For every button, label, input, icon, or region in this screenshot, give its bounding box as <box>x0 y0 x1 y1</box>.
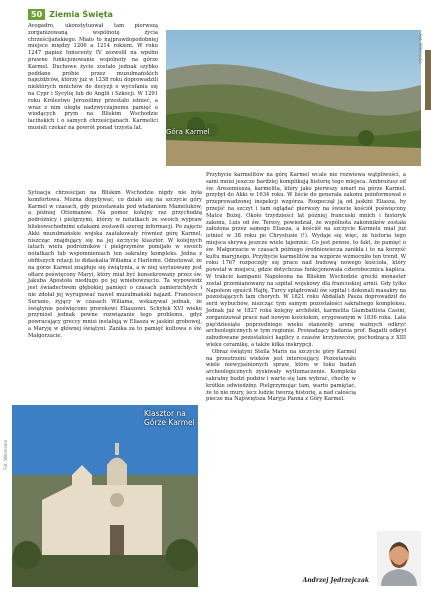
column2 <box>206 172 406 403</box>
photo1-credit: Fot. Wikimedia <box>418 34 423 64</box>
column2-paragraph-1: Przybycie karmelitów na górę Karmel wcale nie rozwiewa wątpliwości, a sami mnisi jeszcze bardziej komplikują historię tego miejsca. Ambrożusz od św. Aresemiusza, karmelita, który jako pierwszy umarł na górze Karmel, przybył do Akki w 1634 roku. W liście do generała zakonu poinformował o przeprowadzonej inspekcji wzgórza. Rozpoczął ją od jaskini Eliasza, by przejść na szczyt i tam oglądać pierwszy na świecie kościół poświęcony Matce Bożej. Około trzydzieści lat później francuski mnich i historyk zakonu, Luis od św. Teresy, powiedział, że wspólnota zakonników została założona przez samego Eliasza, a kościół na szczycie Karmelu miał już istnieć w 38 roku po Chrystusie (!). Wydaje się więc, że historia tego miejsca skrywa jeszcze wiele tajemnic. Co jest pewne, to fakt, że pamięć o św. Małgorzacie w czasach późnego średniowiecza zanikła i to na korzyść kultu maryjnego. Przybycie karmelitów na wzgórze wzmocniło ten trend. W roku 1767 rozpoczęły się prace nad budową nowego kościoła, który powstał w miejscu, gdzie dotychczas funkcjonowała czterobocznica kaplica. W trakcie kampanii Napoleona na Bliskim Wschodzie grecki monaster został przemianowany na szpital wojskowy dla francuskiej armii. Gdy tylko Napoleon opuścił Hajfę, Turcy splądrowali ów szpital i dokonali masakry na pozostających tam chorych. W 1821 roku Abdallah Pasza doprowadził do serii wybuchów, niszcząc tym samym pozostałości sakralnego kompleksu. Jednak już w 1827 roku kolejny architekt, karmelita Giambattista Casini, zorganizował prace nad nowym kościołem, erygowanym w 1836 roku. Lata pięćdziesiąte poprzedniego wieku stanowiły arenę ważnych odkryć archeologicznych w tym regionie. Prowadzący badania prof. Bagatti odkrył zabudowane pozostałości kaplicy z czasów krzyżowców, pochodzącą z XIII wieku ceramikę, a także kilka inskrypcji. <box>206 172 406 348</box>
mount-carmel-photo <box>166 30 421 166</box>
monastery-photo <box>12 405 198 587</box>
column2-paragraph-2: Obraz świątyni Stella Maris na szczycie góry Karmel na przestrzeni wieków jest interesujący. Pozostawało wiele niewyjaśnionych spraw, które w toku badań archeologicznych zyskiwały wytłumaczenie. Kompleks sakralny budzi podziw i warto się tam wybrać, choćby w krótkie odwiedziny. Pielgrzymując tam, warto pamiętać, że to nie mury, lecz ludzie tworzą historię, a nad całością piecze ma Najświętsza Maryja Panna z Góry Karmel. <box>206 348 357 403</box>
column1-main-text: Sytuacja chrześcijan na Bliskim Wschodzie nigdy nie była komfortowa. Można dopytywać, co działo się na szczycie góry Karmel w czasach, gdy pozostawała pod władaniem Mameluków, a później Ottomanów. Na pomoc kolejny raz przychodzą podróżnicy i pielgrzymi, którzy w notatkach ze swoich wypraw bliskowschodnimi szlakami zostawili szereg informacji. Po zajęciu Akki muzułmańskie wojska zaatakowały również górę Karmel, niszcząc znajdujący się na jej szczycie klasztor. W kolejnych latach wielu podróżników i pielgrzymów pomijało w swoich notatkach lub wspomnieniach ten sakralny kompleks. Jedna z obfitszych relacji to didaskalia Wiliama z Harlemu. Odnotował, że na górze Karmel znajduje się świątynia, a w niej usytuowany jest ołtarz poświęcony Maryi, który miał być konsekrowany przez św. Jakuba Apostoła niedługo po jej wniebowzięciu. Ta wypowiedź jest świadectwem głębokiej pamięci o czasach zamierzchłych i nie zdołał jej wyrugować nawet muzułmański najazd. Francesco Suriano, żyjący w czasach Wiliama, wskazywał jednak, że świątynie poświęcono prorokowi Eliaszowi. Schyłek XVI wieku przyniósł jednak pewne rozwiązanie tego problemu, gdyż powracający greccy mnisi instalują w Eliasza w jaskini grobowej, a Maryję w głównej świątyni. Zanika za to pamięć kultowa o św. Małgorzacie. <box>28 190 202 339</box>
author-avatar <box>377 531 421 586</box>
photo1-caption: Góra Karmel <box>166 128 210 136</box>
page-header <box>28 8 113 20</box>
author-name: Andrzej Jędrzejczak <box>302 577 369 584</box>
page-number: 50 <box>28 9 45 20</box>
mount-carmel-image <box>166 30 421 166</box>
monastery-image <box>12 405 198 587</box>
column1-top-text: Avogadro, ukonstytuował tam pierwszą zorganizowaną wspólnotę życia chrześcijańskiego. Miało to najprawdopodobniej miejsce między 1206 a 1214 rokiem. W roku 1247 papież Innocenty IV zezwolił na wpełni prawne funkcjonowanie wspólnoty na górze Karmel. Duchowe życie zostało jednak szybko poddane próbie przez muzułmańskich najeźdźców, którzy już w 1238 roku doprowadzili niektórych mnichów do decyzji o wycofaniu się na Cypr i Sycylię lub do Anglii i Szkocji. W 1291 roku Królestwo Jerozolimy przestało istnieć, a wraz z nim uległa nadzwyczajnemu pamięć o wiodących prym na Bliskim Wschodzie łacińskich i o samych chrześcijanach. Karmelici musieli czekać na powrót ponad trzysta lat. <box>28 23 158 131</box>
section-title: Ziemia Święta <box>49 9 113 19</box>
photo2-caption: Klasztor na Górze Karmel <box>144 409 195 427</box>
author-photo <box>377 531 421 586</box>
photo2-credit: Fot. Wikimedia <box>3 440 8 470</box>
page-edge-decoration <box>425 50 431 110</box>
